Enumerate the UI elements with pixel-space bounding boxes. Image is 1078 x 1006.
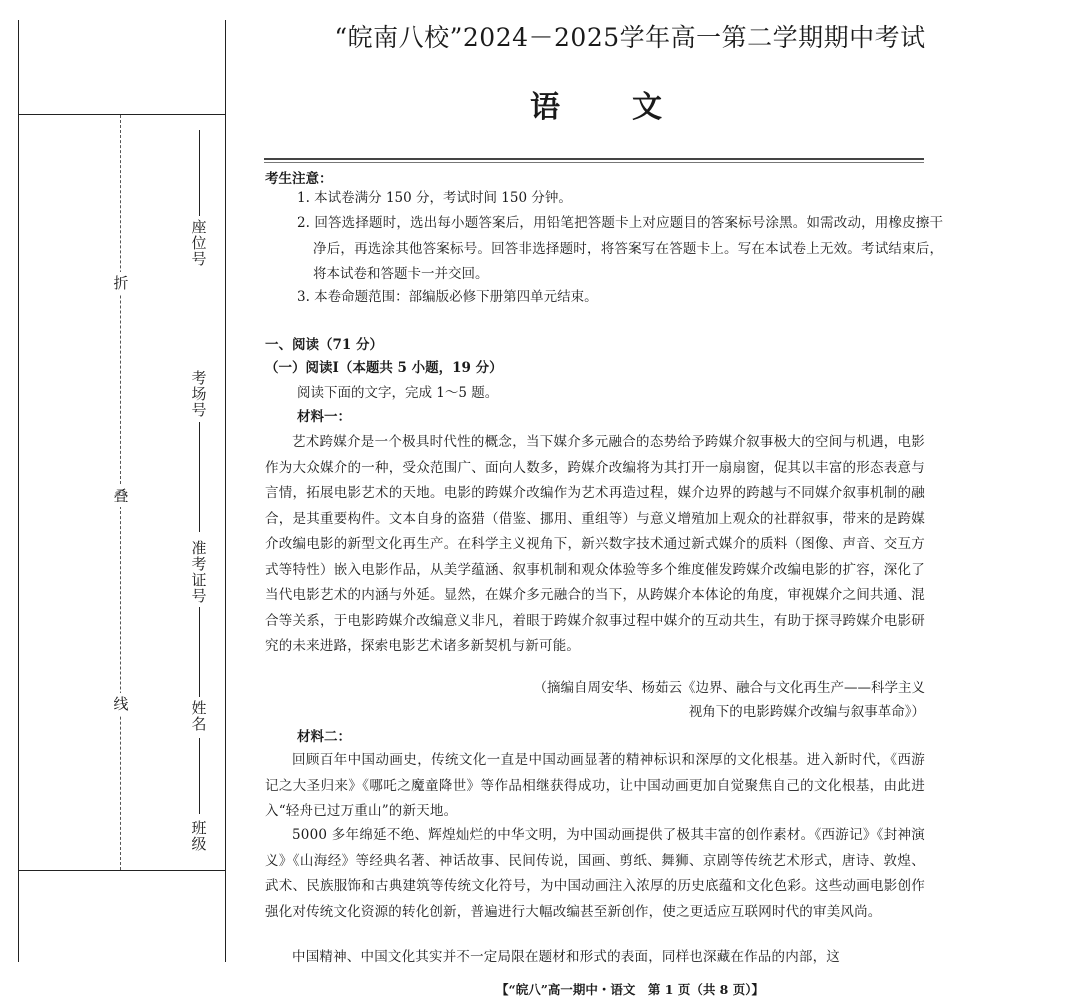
field-label-name: 姓名 (191, 699, 207, 733)
field-line-seat (199, 130, 200, 216)
section-instruction: 阅读下面的文字，完成 1～5 题。 (297, 385, 499, 401)
material2-label: 材料二： (297, 729, 351, 745)
exam-title: “皖南八校”2024－2025学年高一第二学期期中考试 (334, 23, 926, 52)
notice-item-1: 1. 本试卷满分 150 分，考试时间 150 分钟。 (297, 190, 572, 206)
material1-paragraph: 艺术跨媒介是一个极具时代性的概念，当下媒介多元融合的态势给予跨媒介叙事极大的空间与机遇，电影作为大众媒介的一种，受众范围广、面向人数多，跨媒介改编将为其打开一扇扇窗，促其以丰富的形态表意与言情，拓展电影艺术的天地。电影的跨媒介改编作为艺术再造过程，媒介边界的跨越与不同媒介叙事机制的融合，是其重要构件。文本自身的盗猎（借鉴、挪用、重组等）与意义增殖加上观众的社群叙事，带来的是跨媒介改编电影的新型文化再生产。在科学主义视角下，新兴数字技术通过新式媒介的质料（图像、声音、交互方式等特性）嵌入电影作品，从美学蕴涵、叙事机制和观众体验等多个维度催发跨媒介改编电影的扩容，深化了当代电影艺术的内涵与外延。显然，在媒介多元融合的当下，从跨媒介本体论的角度，审视媒介之间共通、混合等关系，于电影跨媒介改编意义非凡，着眼于跨媒介叙事过程中媒介的互动共生，有助于探寻跨媒介电影研究的未来进路，探索电影艺术诸多新契机与新可能。 (265, 434, 925, 654)
field-line-admission-no (199, 607, 200, 697)
margin-right-border (225, 20, 226, 962)
field-label-class: 班级 (191, 819, 207, 853)
notice-item-2: 2. 回答选择题时，选出每小题答案后，用铅笔把答题卡上对应题目的答案标号涂黑。如需改动，用橡皮擦干净后，再选涂其他答案标号。回答非选择题时，将答案写在答题卡上。写在本试卷上无效。考试结束后，将本试卷和答题卡一并交回。 (297, 215, 943, 282)
fold-char-zhe: 折 (110, 272, 132, 294)
margin-left-border (18, 20, 19, 962)
section-title: 一、阅读（71 分） (265, 337, 383, 353)
margin-bottom-divider (18, 870, 225, 871)
notice-item-3: 3. 本卷命题范围：部编版必修下册第四单元结束。 (297, 289, 598, 305)
subject-char-1: 语 (530, 90, 560, 125)
notice-heading: 考生注意： (265, 171, 333, 187)
section-subtitle: （一）阅读Ⅰ（本题共 5 小题，19 分） (265, 360, 503, 376)
page-footer: 【“皖八”高一期中・语文 第 1 页（共 8 页）】 (496, 982, 764, 997)
field-label-seat: 座位号 (191, 218, 207, 268)
material2-paragraph-2: 5000 多年绵延不绝、辉煌灿烂的中华文明，为中国动画提供了极其丰富的创作素材。《西游记》《封神演义》《山海经》等经典名著、神话故事、民间传说，国画、剪纸、舞狮、京剧等传统艺术形式，唐诗、敦煌、武术、民族服饰和古典建筑等传统文化符号，为中国动画注入浓厚的历史底蕴和文化色彩。这些动画电影创作强化对传统文化资源的转化创新，普遍进行大幅改编甚至新创作，使之更适应互联网时代的审美风尚。 (265, 827, 925, 920)
subject-title (530, 82, 662, 126)
material1-source-line1: （摘编自周安华、杨茹云《边界、融合与文化再生产——科学主义 (533, 680, 925, 696)
header-rule (264, 158, 924, 160)
margin-top-divider (18, 114, 225, 115)
material2-paragraph-1: 回顾百年中国动画史，传统文化一直是中国动画显著的精神标识和深厚的文化根基。进入新时代，《西游记之大圣归来》《哪吒之魔童降世》等作品相继获得成功，让中国动画更加自觉聚焦自己的文化根基，由此进入“轻舟已过万重山”的新天地。 (265, 752, 925, 819)
field-line-name (199, 738, 200, 814)
material1-label: 材料一： (297, 409, 351, 425)
field-label-admission-no: 准考证号 (191, 539, 207, 605)
fold-char-xian: 线 (110, 693, 132, 715)
material2-paragraph-3: 中国精神、中国文化其实并不一定局限在题材和形式的表面，同样也深藏在作品的内部，这 (292, 949, 840, 965)
field-label-exam-room: 考场号 (191, 369, 207, 419)
fold-char-die: 叠 (110, 485, 132, 507)
field-line-exam-room (199, 422, 200, 532)
material1-source-line2: 视角下的电影跨媒介改编与叙事革命》） (688, 704, 925, 720)
subject-char-2: 文 (632, 90, 662, 125)
header-rule-thin (264, 162, 924, 163)
